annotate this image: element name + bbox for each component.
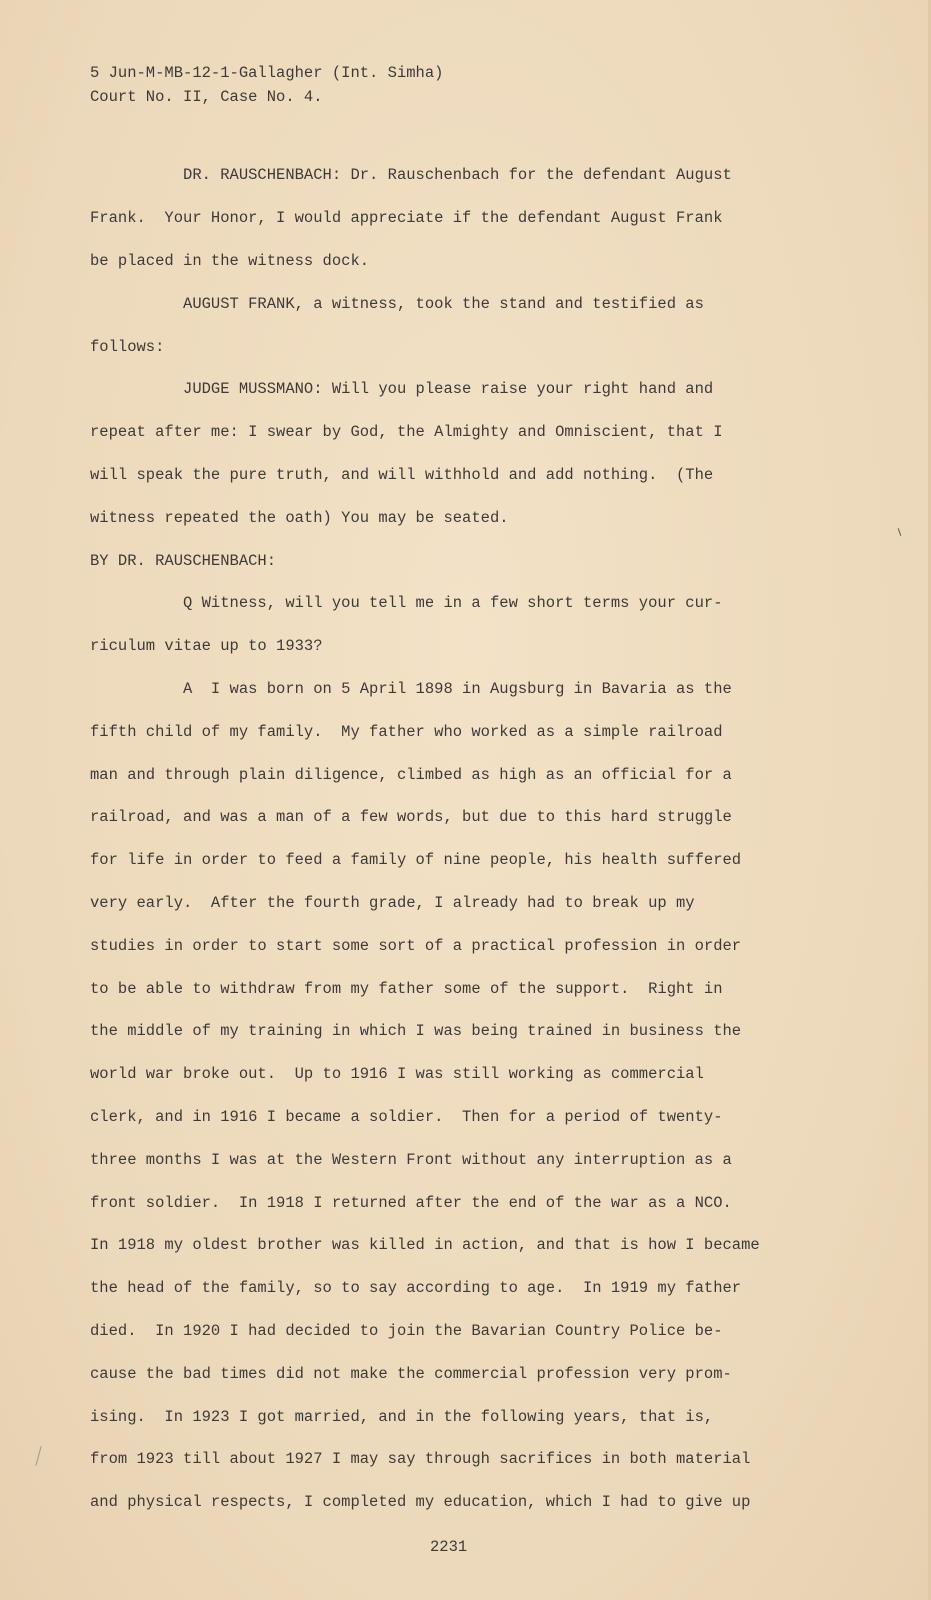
- text-line: died. In 1920 I had decided to join the Bavarian Country Police be-: [90, 1322, 723, 1340]
- text-line: for life in order to feed a family of nine people, his health suffered: [90, 851, 742, 869]
- text-line: three months I was at the Western Front without any interruption as a: [90, 1151, 732, 1169]
- text-line: fifth child of my family. My father who worked as a simple railroad: [90, 723, 723, 741]
- text-line: A I was born on 5 April 1898 in Augsburg in Bavaria as the: [90, 680, 732, 698]
- text-line: riculum vitae up to 1933?: [90, 637, 323, 655]
- text-line: the head of the family, so to say according to age. In 1919 my father: [90, 1279, 742, 1297]
- page-number: 2231: [430, 1538, 468, 1556]
- text-line: ising. In 1923 I got married, and in the following years, that is,: [90, 1408, 714, 1426]
- text-line: will speak the pure truth, and will withhold and add nothing. (The: [90, 466, 714, 484]
- text-line: follows:: [90, 338, 165, 356]
- text-line: the middle of my training in which I was being trained in business the: [90, 1022, 742, 1040]
- margin-mark: [35, 1446, 41, 1466]
- text-line: and physical respects, I completed my education, which I had to give up: [90, 1493, 751, 1511]
- text-line: Q Witness, will you tell me in a few short terms your cur-: [90, 594, 723, 612]
- text-line: cause the bad times did not make the commercial profession very prom-: [90, 1365, 732, 1383]
- text-line: BY DR. RAUSCHENBACH:: [90, 552, 277, 570]
- text-line: world war broke out. Up to 1916 I was still working as commercial: [90, 1065, 704, 1083]
- text-line: In 1918 my oldest brother was killed in action, and that is how I became: [90, 1236, 760, 1254]
- text-line: Frank. Your Honor, I would appreciate if the defendant August Frank: [90, 209, 723, 227]
- text-line: very early. After the fourth grade, I already had to break up my: [90, 894, 695, 912]
- text-line: JUDGE MUSSMANO: Will you please raise your right hand and: [90, 380, 714, 398]
- text-line: repeat after me: I swear by God, the Almighty and Omniscient, that I: [90, 423, 723, 441]
- header-line-1: 5 Jun-M-MB-12-1-Gallagher (Int. Simha): [90, 64, 444, 82]
- text-line: to be able to withdraw from my father some of the support. Right in: [90, 980, 723, 998]
- text-line: DR. RAUSCHENBACH: Dr. Rauschenbach for the defendant August: [90, 166, 732, 184]
- text-line: from 1923 till about 1927 I may say through sacrifices in both material: [90, 1450, 751, 1468]
- text-line: AUGUST FRANK, a witness, took the stand and testified as: [90, 295, 704, 313]
- text-line: clerk, and in 1916 I became a soldier. Then for a period of twenty-: [90, 1108, 723, 1126]
- text-line: railroad, and was a man of a few words, but due to this hard struggle: [90, 808, 732, 826]
- text-line: man and through plain diligence, climbed as high as an official for a: [90, 766, 732, 784]
- text-line: witness repeated the oath) You may be seated.: [90, 509, 509, 527]
- text-line: be placed in the witness dock.: [90, 252, 370, 270]
- text-line: studies in order to start some sort of a practical profession in order: [90, 937, 742, 955]
- header-line-2: Court No. II, Case No. 4.: [90, 88, 323, 106]
- margin-mark: [898, 528, 902, 536]
- text-line: front soldier. In 1918 I returned after the end of the war as a NCO.: [90, 1194, 732, 1212]
